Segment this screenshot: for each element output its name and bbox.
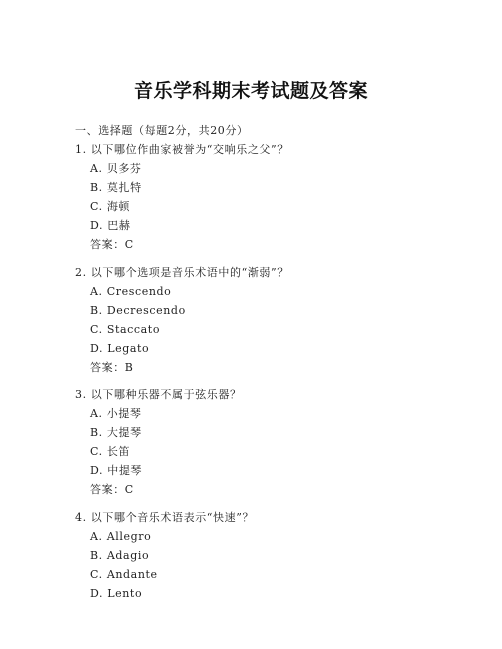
question-4-stem: 4. 以下哪个音乐术语表示“快速”？ <box>75 511 255 524</box>
question-3-answer: 答案：C <box>90 483 134 496</box>
question-4-option-d: D. Lento <box>90 587 143 600</box>
question-3-option-a: A. 小提琴 <box>90 407 142 420</box>
section-heading: 一、选择题（每题2分，共20分） <box>75 124 249 137</box>
question-4-option-c: C. Andante <box>90 568 158 581</box>
question-1-option-a: A. 贝多芬 <box>90 162 142 175</box>
question-2-option-d: D. Legato <box>90 342 150 355</box>
question-1-stem: 1. 以下哪位作曲家被誉为“交响乐之父”？ <box>75 143 289 156</box>
question-3-stem: 3. 以下哪种乐器不属于弦乐器？ <box>75 388 242 401</box>
question-2-option-b: B. Decrescendo <box>90 304 186 317</box>
question-2-answer: 答案：B <box>90 361 134 374</box>
question-1-option-d: D. 巴赫 <box>90 219 131 232</box>
question-4-option-b: B. Adagio <box>90 549 150 562</box>
question-1-option-b: B. 莫扎特 <box>90 181 142 194</box>
question-3-option-c: C. 长笛 <box>90 445 131 458</box>
question-4-option-a: A. Allegro <box>90 530 152 543</box>
question-3-option-d: D. 中提琴 <box>90 464 143 477</box>
question-1-answer: 答案：C <box>90 238 134 251</box>
question-2-option-a: A. Crescendo <box>90 285 172 298</box>
question-1-option-c: C. 海顿 <box>90 200 131 213</box>
question-2-stem: 2. 以下哪个选项是音乐术语中的“渐弱”？ <box>75 266 289 279</box>
question-2-option-c: C. Staccato <box>90 323 161 336</box>
question-3-option-b: B. 大提琴 <box>90 426 142 439</box>
document-title: 音乐学科期末考试题及答案 <box>133 80 368 102</box>
